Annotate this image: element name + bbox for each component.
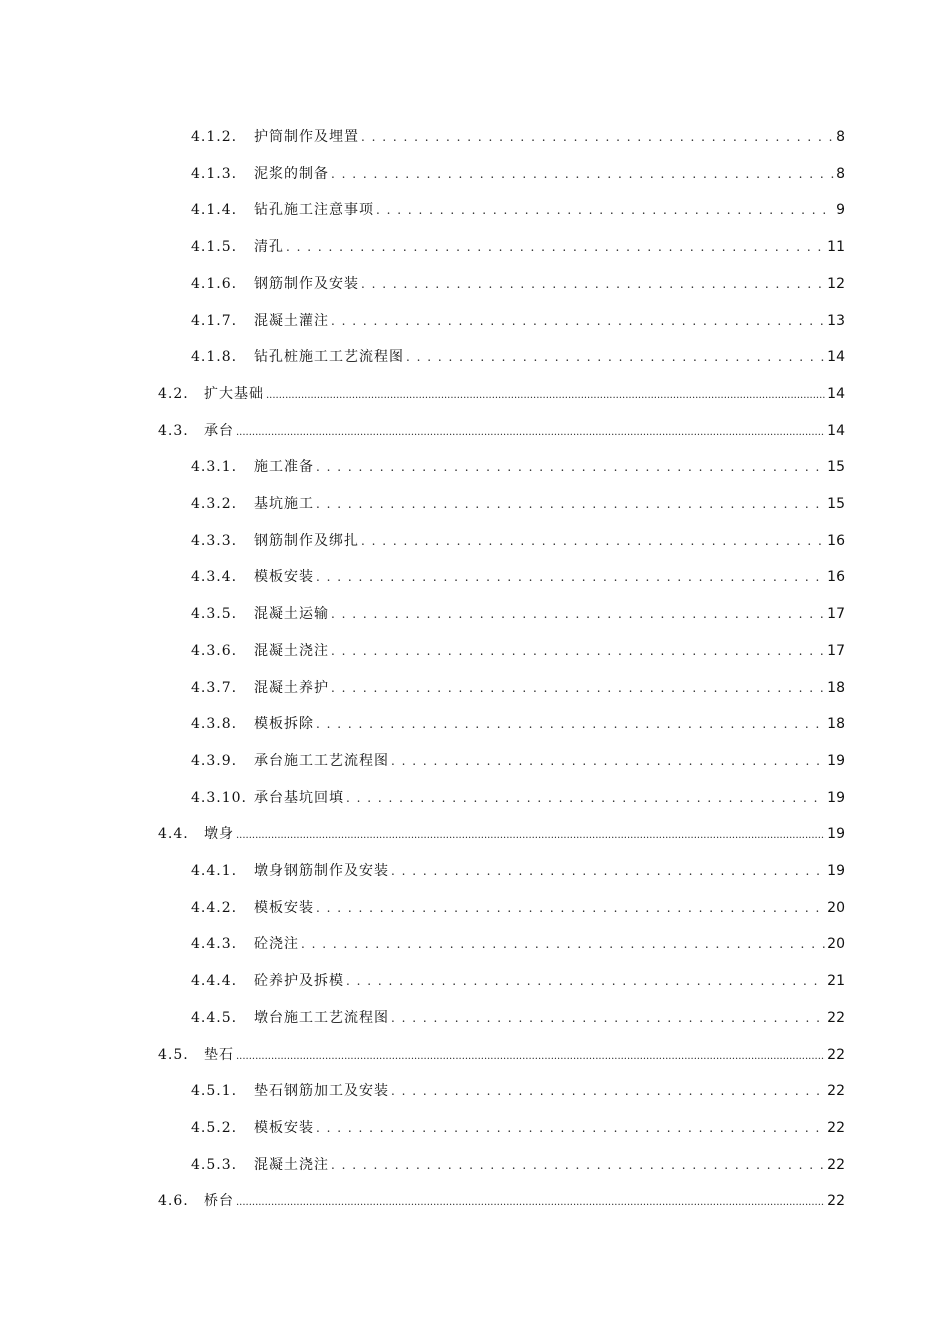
toc-entry[interactable] [191,602,845,626]
toc-entry-title: 垫石钢筋加工及安装 [254,1083,389,1100]
toc-entry[interactable] [191,969,845,993]
toc-dot-leader [316,1116,825,1140]
toc-entry[interactable] [158,822,845,846]
toc-entry-title: 模板安装 [254,569,314,586]
toc-entry[interactable] [191,272,845,296]
toc-entry-page: 19 [827,789,845,806]
toc-entry[interactable] [191,749,845,773]
toc-entry-title: 墩身钢筋制作及安装 [254,863,389,879]
toc-dot-leader [236,419,825,445]
toc-dot-leader [316,712,825,736]
toc-entry-number: 4.3.7. [191,679,238,696]
toc-dot-leader [391,749,825,773]
toc-entry-number: 4.5.1. [191,1083,238,1100]
toc-entry-number: 4.1.7. [191,312,238,329]
toc-entry-number: 4.4.3. [191,936,238,953]
toc-entry-title: 钻孔桩施工工艺流程图 [254,349,404,366]
toc-dot-leader [391,1079,825,1103]
toc-entry-number: 4.3.9. [191,752,238,769]
toc-entry-page: 19 [827,826,845,843]
toc-entry[interactable] [191,1006,845,1030]
toc-entry-page: 15 [827,459,845,476]
toc-entry-number: 4.3.3. [191,532,238,549]
toc-entry[interactable] [158,1189,845,1213]
toc-entry-title: 混凝土养护 [254,679,329,696]
toc-entry-title: 钻孔施工注意事项 [254,202,374,219]
toc-entry-page: 14 [827,385,845,402]
toc-dot-leader [236,1043,825,1069]
toc-entry-number: 4.4.4. [191,973,238,990]
toc-entry[interactable] [191,125,845,149]
toc-entry-page: 22 [827,1009,845,1026]
toc-entry-title: 基坑施工 [254,496,314,512]
toc-entry[interactable] [191,492,845,516]
toc-entry-title: 模板拆除 [254,716,314,733]
toc-entry-page: 22 [827,1083,845,1100]
toc-dot-leader [391,1006,825,1030]
toc-entry-page: 14 [827,422,845,439]
toc-entry[interactable] [191,309,845,333]
toc-entry-page: 11 [827,239,845,256]
toc-entry-title: 钢筋制作及绑扎 [254,532,359,549]
toc-entry[interactable] [191,235,845,259]
toc-entry[interactable] [191,639,845,663]
toc-dot-leader [361,125,834,149]
toc-entry-page: 18 [827,679,845,696]
toc-entry-title: 墩台施工工艺流程图 [254,1009,389,1026]
toc-entry-number: 4.3.5. [191,606,238,623]
toc-dot-leader [391,859,825,883]
toc-entry[interactable] [158,419,845,443]
toc-entry-title: 钢筋制作及安装 [254,275,359,292]
toc-entry-page: 18 [827,716,845,733]
toc-entry-number: 4.4.2. [191,899,238,916]
toc-entry-number: 4.6. [158,1193,189,1210]
toc-entry-number: 4.5. [158,1046,189,1063]
toc-entry-number: 4.3.8. [191,716,238,733]
toc-entry-number: 4.1.2. [191,129,238,145]
toc-entry-number: 4.3.4. [191,569,238,586]
toc-dot-leader [331,639,825,663]
toc-entry-number: 4.1.3. [191,165,238,182]
toc-dot-leader [286,235,825,259]
toc-entry-title: 清孔 [254,239,284,256]
toc-entry-page: 15 [827,496,845,512]
toc-entry-page: 16 [827,532,845,549]
toc-dot-leader [316,492,825,516]
toc-entry[interactable] [191,455,845,479]
toc-entry-page: 19 [827,863,845,879]
toc-entry[interactable] [191,1079,845,1103]
toc-entry-title: 护筒制作及埋置 [254,129,359,145]
toc-entry-page: 13 [827,312,845,329]
toc-entry-page: 19 [827,752,845,769]
toc-entry-number: 4.3.2. [191,496,238,512]
toc-entry-title: 砼养护及拆模 [254,973,344,990]
toc-entry-page: 17 [827,642,845,659]
toc-entry-page: 8 [836,129,845,145]
toc-entry-number: 4.1.6. [191,275,238,292]
toc-entry-page: 16 [827,569,845,586]
toc-entry-number: 4.3.1. [191,459,238,476]
toc-entry-page: 12 [827,275,845,292]
toc-entry[interactable] [191,896,845,920]
toc-entry[interactable] [158,1043,845,1067]
toc-entry-number: 4.3.6. [191,642,238,659]
toc-entry[interactable] [191,198,845,222]
toc-entry[interactable] [191,1153,845,1177]
toc-dot-leader [331,602,825,626]
toc-entry[interactable] [191,932,845,956]
toc-dot-leader [331,676,825,700]
toc-entry[interactable] [191,162,845,186]
toc-dot-leader [346,786,825,810]
toc-dot-leader [236,822,825,848]
toc-entry[interactable] [191,529,845,553]
toc-entry-title: 施工准备 [254,459,314,476]
toc-dot-leader [316,896,825,920]
toc-entry-page: 9 [836,202,845,219]
toc-dot-leader [376,198,834,222]
toc-entry-title: 墩身 [204,826,234,843]
toc-entry-title: 混凝土灌注 [254,312,329,329]
toc-entry-page: 14 [827,349,845,366]
toc-entry-number: 4.4. [158,826,189,843]
toc-entry-number: 4.5.2. [191,1119,238,1136]
toc-entry-title: 混凝土浇注 [254,1156,329,1173]
toc-entry-number: 4.1.4. [191,202,238,219]
toc-entry-number: 4.2. [158,385,189,402]
toc-entry-number: 4.1.5. [191,239,238,256]
toc-entry-number: 4.1.8. [191,349,238,366]
toc-entry-title: 承台 [204,422,234,439]
toc-entry-title: 混凝土运输 [254,606,329,623]
toc-entry-number: 4.4.1. [191,863,238,879]
toc-entry-page: 22 [827,1046,845,1063]
toc-entry-title: 桥台 [204,1193,234,1210]
toc-entry-title: 承台施工工艺流程图 [254,752,389,769]
toc-dot-leader [331,309,825,333]
toc-dot-leader [236,1189,825,1215]
toc-entry-title: 模板安装 [254,1119,314,1136]
toc-entry[interactable] [191,1116,845,1140]
toc-entry-number: 4.3.10. [191,789,247,806]
toc-entry[interactable] [191,859,845,883]
toc-entry-title: 模板安装 [254,899,314,916]
toc-dot-leader [316,455,825,479]
toc-dot-leader [301,932,825,956]
toc-entry-page: 8 [836,165,845,182]
toc-entry[interactable] [191,676,845,700]
toc-entry-page: 17 [827,606,845,623]
toc-entry-number: 4.3. [158,422,189,439]
toc-entry-number: 4.4.5. [191,1009,238,1026]
toc-entry-page: 22 [827,1193,845,1210]
toc-dot-leader [316,565,825,589]
toc-entry[interactable] [191,345,845,369]
toc-dot-leader [361,272,825,296]
toc-dot-leader [266,382,825,408]
toc-entry-title: 垫石 [204,1046,234,1063]
toc-entry-title: 混凝土浇注 [254,642,329,659]
toc-dot-leader [406,345,825,369]
toc-entry-title: 扩大基础 [204,385,264,402]
toc-entry[interactable] [191,712,845,736]
toc-entry-page: 20 [827,899,845,916]
toc-entry-page: 20 [827,936,845,953]
toc-dot-leader [346,969,825,993]
toc-dot-leader [331,1153,825,1177]
toc-entry[interactable] [158,382,845,406]
toc-entry-page: 21 [827,973,845,990]
toc-entry-page: 22 [827,1156,845,1173]
toc-dot-leader [361,529,825,553]
toc-entry-page: 22 [827,1119,845,1136]
toc-entry-title: 承台基坑回填 [254,789,344,806]
toc-entry-number: 4.5.3. [191,1156,238,1173]
toc-entry[interactable] [191,786,845,810]
toc-entry[interactable] [191,565,845,589]
toc-entry-title: 泥浆的制备 [254,165,329,182]
toc-entry-title: 砼浇注 [254,936,299,953]
toc-dot-leader [331,162,834,186]
